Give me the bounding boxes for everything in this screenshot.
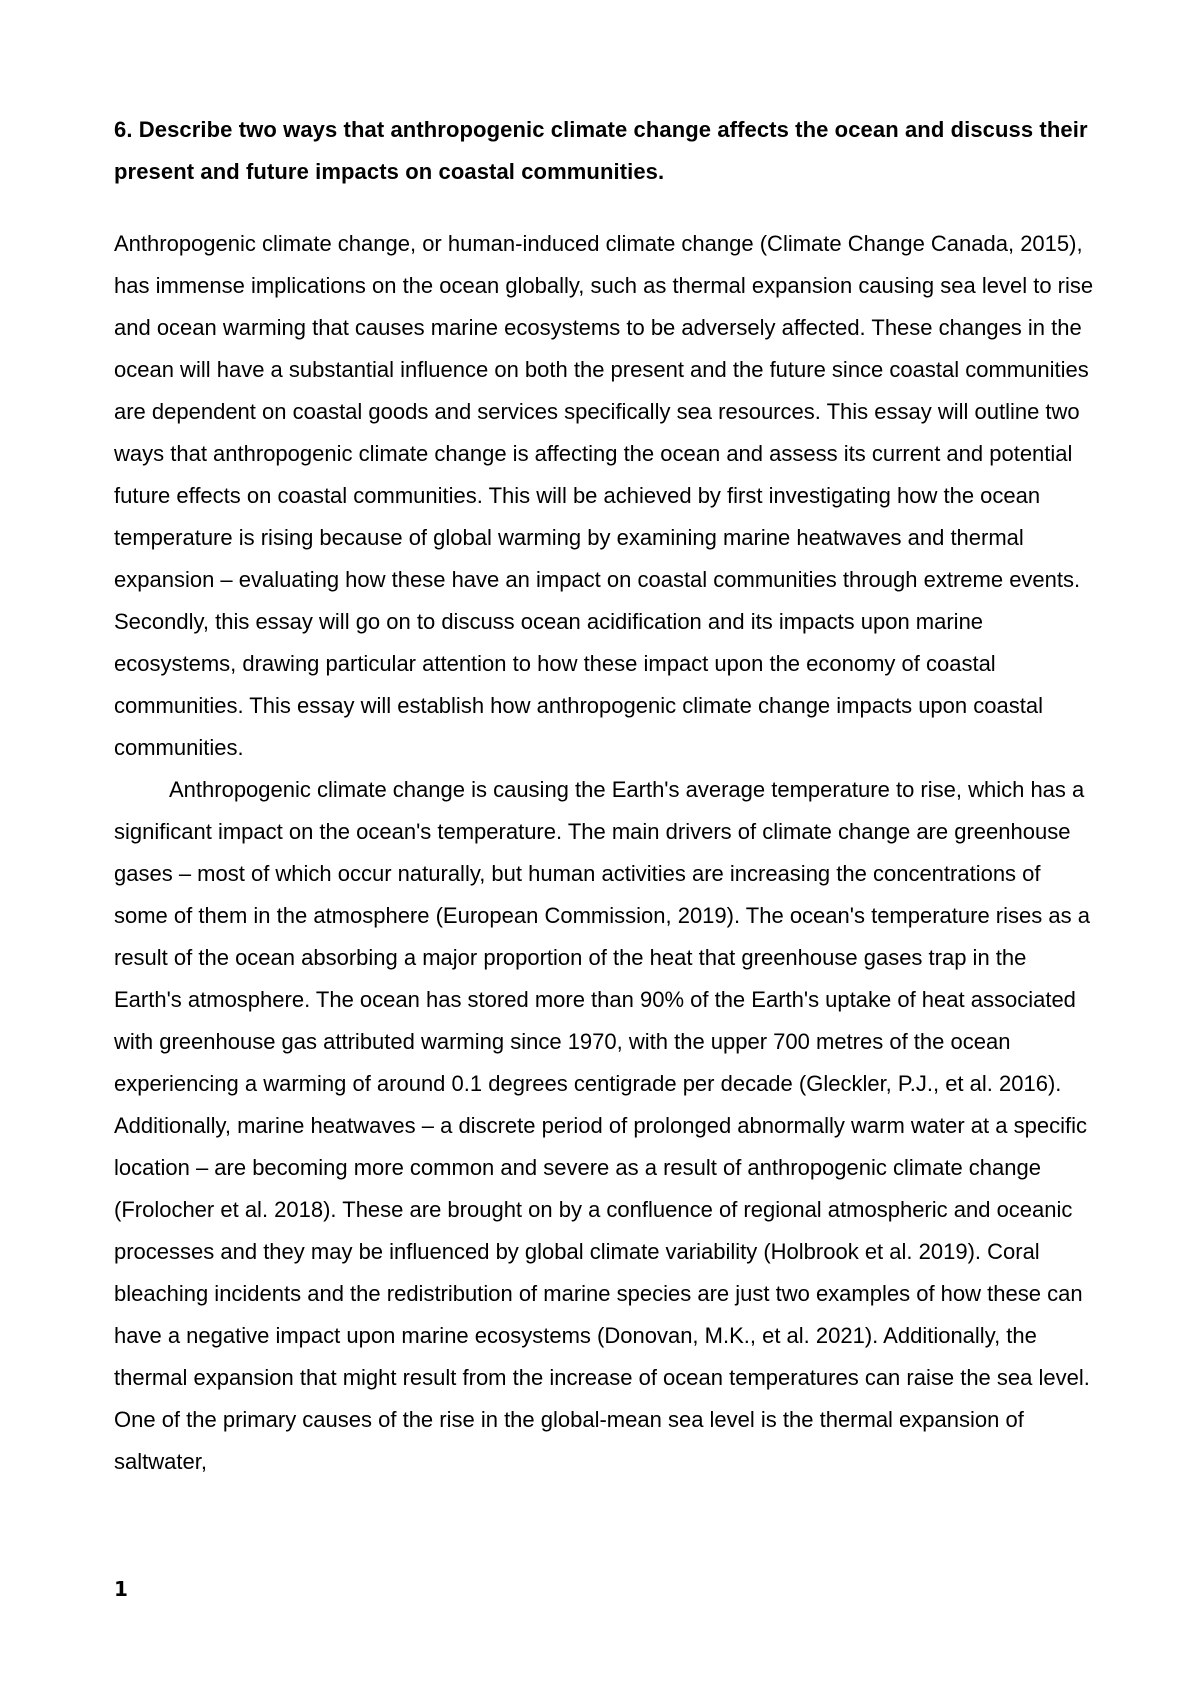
essay-question-heading: 6. Describe two ways that anthropogenic climate change affects the ocean and discuss their present and future impacts on coastal communities. bbox=[114, 117, 1088, 184]
page-number: 1 bbox=[114, 1577, 128, 1601]
paragraph-introduction: Anthropogenic climate change, or human-induced climate change (Climate Change Canada, 2015), has immense implications on the ocean globally, such as thermal expansion causing sea level to rise and ocean warming that causes marine ecosystems to be adversely affected. These changes in the ocean will have a substantial influence on both the present and the future since coastal communities are dependent on coastal goods and services specifically sea resources. This essay will outline two ways that anthropogenic climate change is affecting the ocean and assess its current and potential future effects on coastal communities. This will be achieved by first investigating how the ocean temperature is rising because of global warming by examining marine heatwaves and thermal expansion – evaluating how these have an impact on coastal communities through extreme events. Secondly, this essay will go on to discuss ocean acidification and its impacts upon marine ecosystems, drawing particular attention to how these impact upon the economy of coastal communities. This essay will establish how anthropogenic climate change impacts upon coastal communities. bbox=[114, 231, 1094, 760]
document-body bbox=[114, 109, 1094, 1483]
paragraph-ocean-temperature: Anthropogenic climate change is causing the Earth's average temperature to rise, which has a significant impact on the ocean's temperature. The main drivers of climate change are greenhouse gases – most of which occur naturally, but human activities are increasing the concentrations of some of them in the atmosphere (European Commission, 2019). The ocean's temperature rises as a result of the ocean absorbing a major proportion of the heat that greenhouse gases trap in the Earth's atmosphere. The ocean has stored more than 90% of the Earth's uptake of heat associated with greenhouse gas attributed warming since 1970, with the upper 700 metres of the ocean experiencing a warming of around 0.1 degrees centigrade per decade (Gleckler, P.J., et al. 2016). Additionally, marine heatwaves – a discrete period of prolonged abnormally warm water at a specific location – are becoming more common and severe as a result of anthropogenic climate change (Frolocher et al. 2018). These are brought on by a confluence of regional atmospheric and oceanic processes and they may be influenced by global climate variability (Holbrook et al. 2019). Coral bleaching incidents and the redistribution of marine species are just two examples of how these can have a negative impact upon marine ecosystems (Donovan, M.K., et al. 2021). Additionally, the thermal expansion that might result from the increase of ocean temperatures can raise the sea level. One of the primary causes of the rise in the global-mean sea level is the thermal expansion of saltwater, bbox=[114, 777, 1090, 1474]
